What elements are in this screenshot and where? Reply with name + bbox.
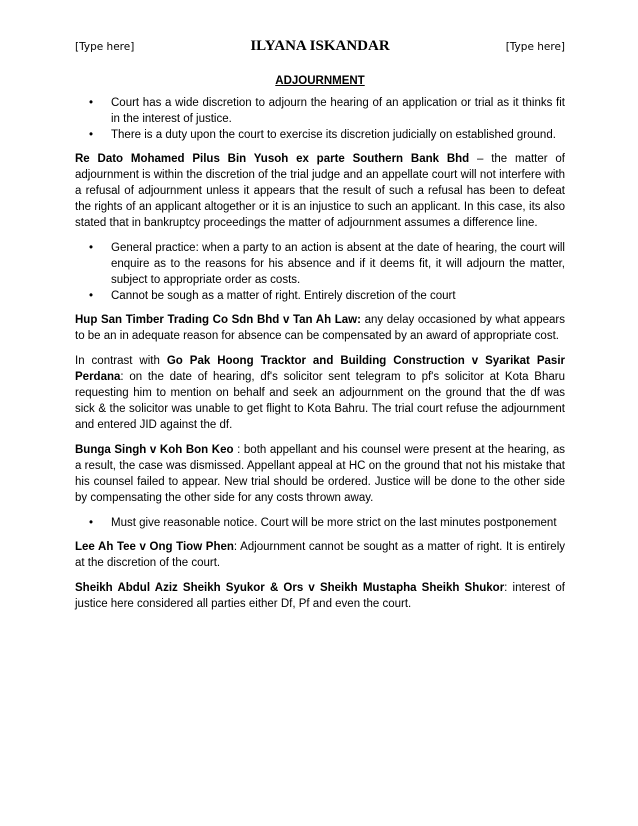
page-header xyxy=(75,38,565,58)
paragraph-go-pak-hoong xyxy=(75,353,565,433)
document-page xyxy=(75,38,565,621)
bullet-icon: • xyxy=(89,129,94,141)
paragraph-bunga-singh xyxy=(75,442,565,506)
bullet-icon: • xyxy=(89,517,94,529)
paragraph-text: : interest of justice here considered all parties either Df, Pf and even the court. xyxy=(75,582,566,610)
header-left-placeholder[interactable]: [Type here] xyxy=(75,41,135,53)
paragraph-re-dato xyxy=(75,151,565,231)
case-name: Go Pak Hoong Tracktor and Building Construction v Syarikat Pasir Perdana xyxy=(75,355,565,383)
paragraph-text: : both appellant and his counsel were present at the hearing, as a result, the case was dismissed. Appellant appeal at HC on the ground that not his mistake that his counsel failed to appear. New trial should be ordered. Justice will be done to the other side by compensating the other side for any costs thrown away. xyxy=(75,444,565,504)
paragraph-text: any delay occasioned by what appears to be an in adequate reason for absence can be compensated by an award of appropriate cost. xyxy=(75,314,565,342)
paragraph-text: : Adjournment cannot be sought as a matter of right. It is entirely at the discretion of the court. xyxy=(75,541,565,569)
list-item-text: General practice: when a party to an action is absent at the date of hearing, the court will enquire as to the reasons for his absence and if it deems fit, it will adjourn the matter, subject to appropriate order as costs. xyxy=(111,242,565,286)
list-item-text: Must give reasonable notice. Court will be more strict on the last minutes postponement xyxy=(111,517,557,529)
list-item-text: There is a duty upon the court to exercise its discretion judicially on established ground. xyxy=(111,129,556,141)
paragraph-lee-ah-tee xyxy=(75,539,565,571)
paragraph-hup-san xyxy=(75,312,565,344)
case-name: Hup San Timber Trading Co Sdn Bhd v Tan Ah Law: xyxy=(75,314,361,326)
list-item-text: Court has a wide discretion to adjourn the hearing of an application or trial as it thinks fit in the interest of justice. xyxy=(111,97,565,125)
list-item xyxy=(75,240,565,288)
list-item xyxy=(75,288,565,304)
list-item xyxy=(75,127,565,143)
section-title: ADJOURNMENT xyxy=(275,75,365,87)
paragraph-sheikh-abdul-aziz xyxy=(75,580,565,612)
case-name: Re Dato Mohamed Pilus Bin Yusoh ex parte Southern Bank Bhd xyxy=(75,153,470,165)
paragraph-text: : on the date of hearing, df's solicitor sent telegram to pf's solicitor at Kota Bharu requesting him to mention on behalf and seek an adjournment on the ground that the df was sick & the solicitor was unable to get flight to Kota Bahru. The trial court refuse the adjournment and entered JID against the df. xyxy=(75,371,565,431)
list-item xyxy=(75,515,565,531)
bullet-list-2 xyxy=(75,240,565,304)
paragraph-text: – the matter of adjournment is within the discretion of the trial judge and an appellate court will not interfere with a refusal of adjournment unless it appears that the result of such a refusal has been to defeat the rights of an applicant altogether or it is an injustice to such an applicant. In this case, its also stated that in bankruptcy proceedings the matter of adjournment assumes a difference line. xyxy=(75,153,565,229)
bullet-icon: • xyxy=(89,290,94,302)
bullet-list-1 xyxy=(75,95,565,143)
bullet-list-3 xyxy=(75,515,565,531)
list-item-text: Cannot be sough as a matter of right. Entirely discretion of the court xyxy=(111,290,456,302)
bullet-icon: • xyxy=(89,242,94,254)
bullet-icon: • xyxy=(89,97,94,109)
paragraph-lead: In contrast with xyxy=(75,355,167,367)
case-name: Sheikh Abdul Aziz Sheikh Syukor & Ors v Sheikh Mustapha Sheikh Shukor xyxy=(75,582,505,594)
header-right-placeholder[interactable]: [Type here] xyxy=(505,41,565,53)
case-name: Lee Ah Tee v Ong Tiow Phen xyxy=(75,541,234,553)
list-item xyxy=(75,95,565,127)
case-name: Bunga Singh v Koh Bon Keo xyxy=(75,444,234,456)
header-author-name: ILYANA ISKANDAR xyxy=(250,38,390,54)
